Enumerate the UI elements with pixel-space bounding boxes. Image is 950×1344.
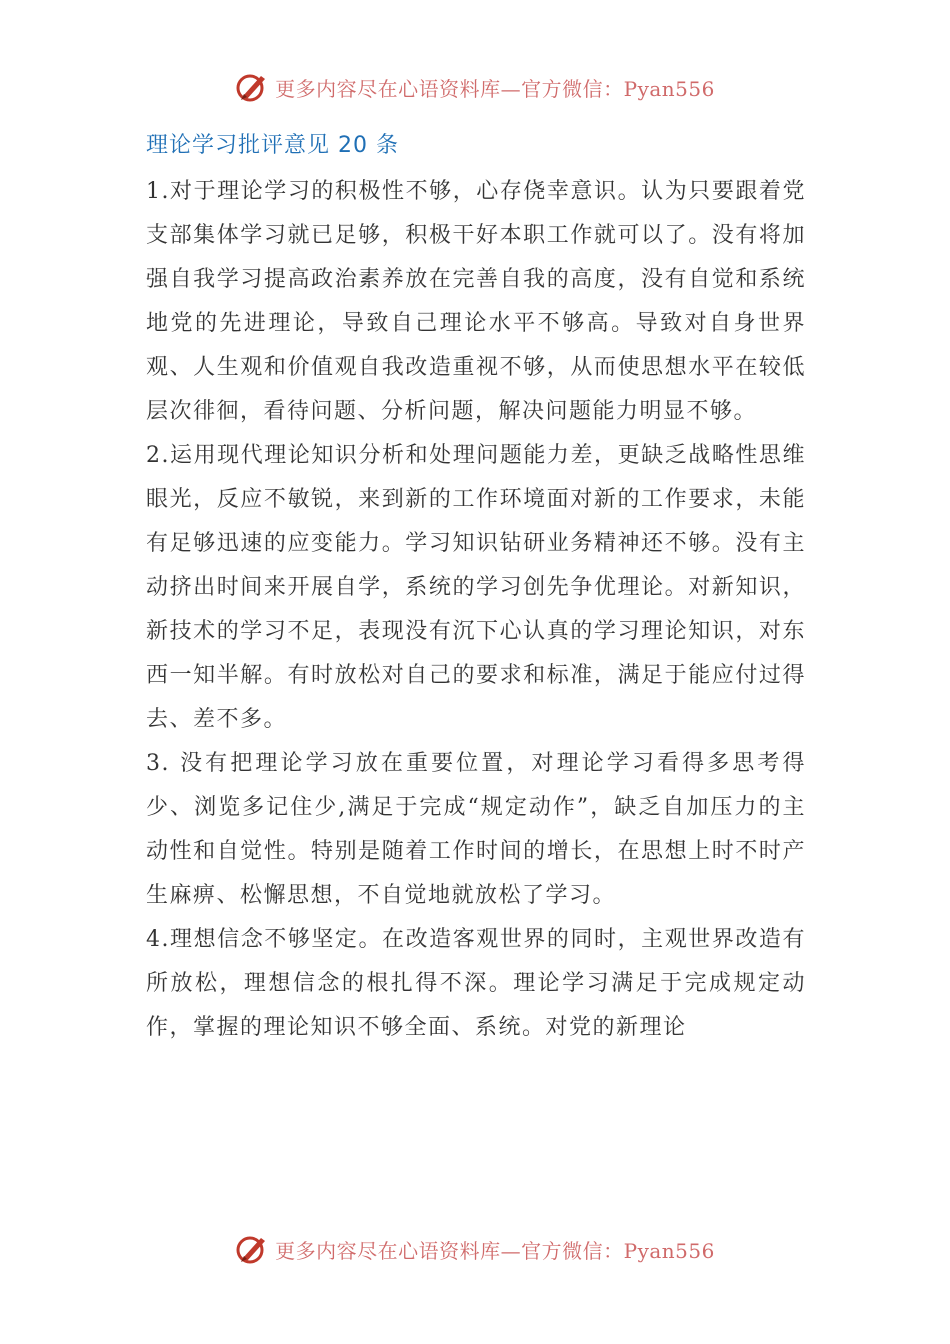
header-banner — [0, 70, 950, 104]
paragraph-3: 3. 没有把理论学习放在重要位置，对理论学习看得多思考得少、浏览多记住少,满足于完成“规定动作”，缺乏自加压力的主动性和自觉性。特别是随着工作时间的增长，在思想上时不时产生麻痹、松懈思想，不自觉地就放松了学习。 — [146, 751, 806, 908]
paragraph-4: 4.理想信念不够坚定。在改造客观世界的同时，主观世界改造有所放松，理想信念的根扎得不深。理论学习满足于完成规定动作，掌握的理论知识不够全面、系统。对党的新理论 — [146, 927, 806, 1040]
pen-logo-icon — [235, 70, 269, 104]
footer-banner-text: 更多内容尽在心语资料库—官方微信：Pyan556 — [275, 1238, 715, 1263]
header-banner-text: 更多内容尽在心语资料库—官方微信：Pyan556 — [275, 76, 715, 101]
paragraph-2: 2.运用现代理论知识分析和处理问题能力差，更缺乏战略性思维眼光，反应不敏锐，来到新的工作环境面对新的工作要求，未能有足够迅速的应变能力。学习知识钻研业务精神还不够。没有主动挤出时间来开展自学，系统的学习创先争优理论。对新知识，新技术的学习不足，表现没有沉下心认真的学习理论知识，对东西一知半解。有时放松对自己的要求和标准，满足于能应付过得去、差不多。 — [146, 443, 806, 732]
paragraph-1: 1.对于理论学习的积极性不够，心存侥幸意识。认为只要跟着党支部集体学习就已足够，积极干好本职工作就可以了。没有将加强自我学习提高政治素养放在完善自我的高度，没有自觉和系统地党的先进理论，导致自己理论水平不够高。导致对自身世界观、人生观和价值观自我改造重视不够，从而使思想水平在较低层次徘徊，看待问题、分析问题，解决问题能力明显不够。 — [146, 179, 806, 424]
page-title: 理论学习批评意见 20 条 — [146, 133, 399, 158]
pen-logo-icon — [235, 1232, 269, 1266]
document-body — [146, 170, 806, 1050]
footer-banner — [0, 1232, 950, 1266]
